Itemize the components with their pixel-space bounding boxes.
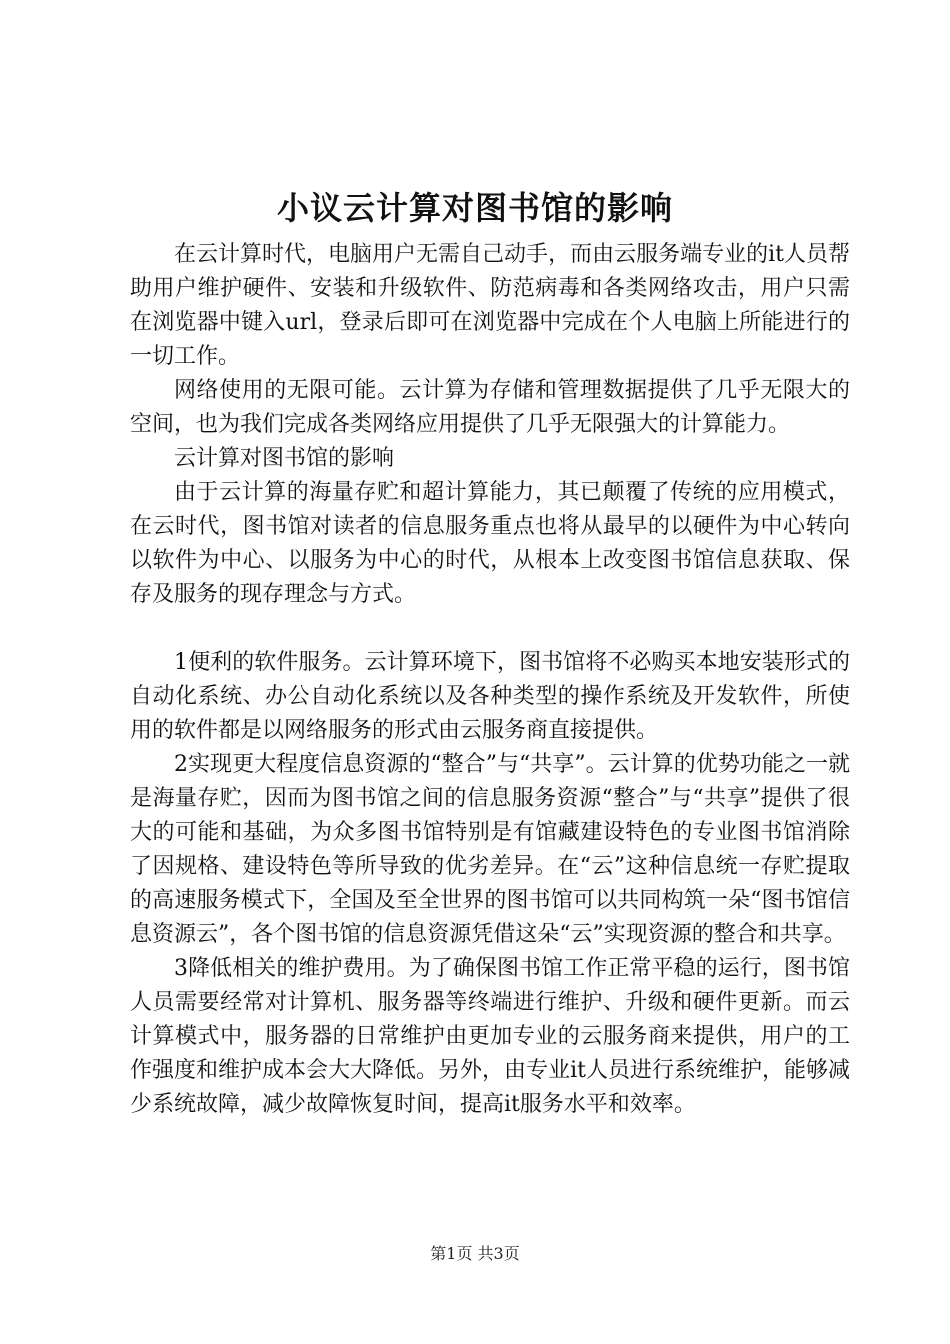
page-footer: 第1页 共3页 [430,1244,520,1263]
paragraph-point-2: 2实现更大程度信息资源的“整合”与“共享”。云计算的优势功能之一就是海量存贮，因而为图书馆之间的信息服务资源“整合”与“共享”提供了很大的可能和基础，为众多图书馆特别是有馆藏建设特色的专业图书馆消除了因规格、建设特色等所导致的优劣差异。在“云”这种信息统一存贮提取的高速服务模式下，全国及至全世界的图书馆可以共同构筑一朵“图书馆信息资源云”，各个图书馆的信息资源凭借这朵“云”实现资源的整合和共享。 [130,752,850,947]
section-heading-impact: 云计算对图书馆的影响 [174,446,395,471]
paragraph-point-3: 3降低相关的维护费用。为了确保图书馆工作正常平稳的运行，图书馆人员需要经常对计算机、服务器等终端进行维护、升级和硬件更新。而云计算模式中，服务器的日常维护由更加专业的云服务商来提供，用户的工作强度和维护成本会大大降低。另外，由专业it人员进行系统维护，能够减少系统故障，减少故障恢复时间，提高it服务水平和效率。 [130,956,850,1117]
document-body [130,238,850,1122]
paragraph-intro: 在云计算时代，电脑用户无需自己动手，而由云服务端专业的it人员帮助用户维护硬件、安装和升级软件、防范病毒和各类网络攻击，用户只需在浏览器中键入url，登录后即可在浏览器中完成在个人电脑上所能进行的一切工作。 [130,242,850,369]
paragraph-network-possibility: 网络使用的无限可能。云计算为存储和管理数据提供了几乎无限大的空间，也为我们完成各类网络应用提供了几乎无限强大的计算能力。 [130,378,850,437]
paragraph-point-1: 1便利的软件服务。云计算环境下，图书馆将不必购买本地安装形式的自动化系统、办公自动化系统以及各种类型的操作系统及开发软件，所使用的软件都是以网络服务的形式由云服务商直接提供。 [130,650,850,743]
paragraph-impact: 由于云计算的海量存贮和超计算能力，其已颠覆了传统的应用模式，在云时代，图书馆对读者的信息服务重点也将从最早的以硬件为中心转向以软件为中心、以服务为中心的时代，从根本上改变图书馆信息获取、保存及服务的现存理念与方式。 [130,480,850,607]
paragraph-spacer [130,612,850,646]
document-title: 小议云计算对图书馆的影响 [276,189,673,227]
